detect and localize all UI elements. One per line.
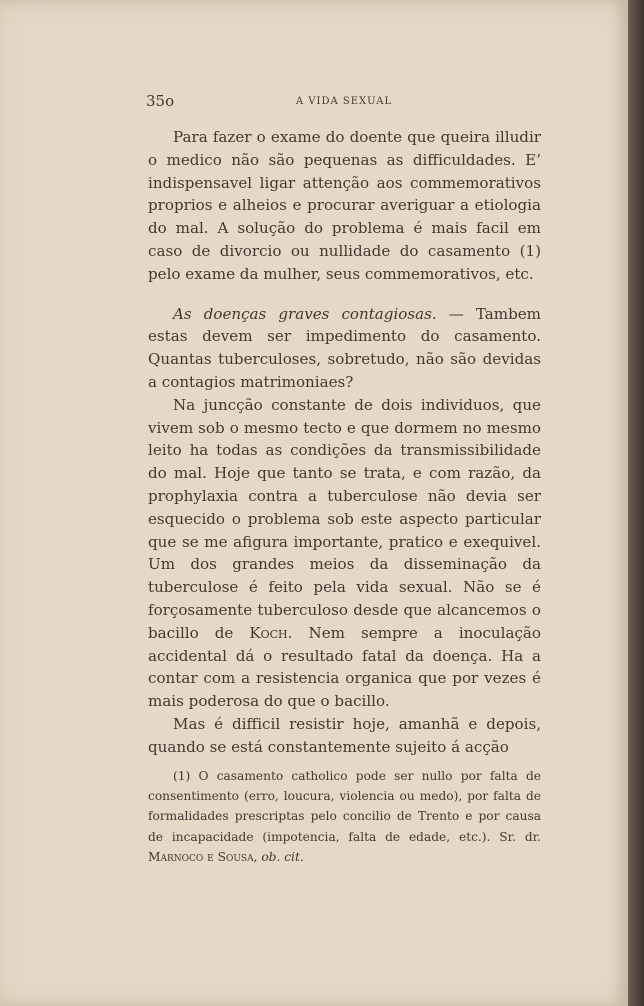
paragraph-exam: Para fazer o exame do doente que queira illudir o medico não são pequenas as difficuldades. E’ indispensavel ligar attenção aos commemorativos proprios e alheios e procurar averiguar a etiologia do mal. A solução do problema é mais facil em caso de divorcio ou nullidade do casamento (1) pelo exame da mulher, seus commemorativos, etc. (148, 128, 541, 283)
section-title: As doenças graves contagiosas. (173, 304, 437, 323)
paragraph-contagious-text: — Tambem estas devem ser impedimento do casamento. Quantas tuberculoses, sobretudo, não são devidas a contagios matrimoniaes? (148, 304, 541, 391)
transmission-text-start: Na juncção constante de dois individuos, que vivem sob o mesmo tecto e que dormem no mesmo leito ha todas as condições da transmissibilidade do mal. Hoje que tanto se trata, e com razão, da prophylaxia contra a tuberculose não devia ser esquecido o problema sob este aspecto particular que se me afigura importante, pratico e exequivel. Um dos grandes meios da disseminação da tuberculose é feito pela vida sexual. Não se é forçosamente tuberculoso desde que alcancemos o bacillo de (148, 395, 541, 642)
footnote-separator: , (253, 849, 262, 864)
footnote-text: (1) O casamento catholico pode ser nullo por falta de consentimento (erro, loucura, violencia ou medo), por falta de formalidades prescriptas pelo concilio de Trento e por causa de incapacidade (impotencia, falta de edade, etc.). Sr. dr. (148, 769, 541, 844)
koch-name: Koch (249, 623, 288, 642)
book-binding-edge (628, 0, 644, 1006)
paragraph-contagious-diseases (148, 303, 541, 394)
page-header (146, 92, 542, 112)
footnote-author: Marnoco e Sousa (148, 849, 254, 864)
main-text (148, 126, 541, 759)
footnote-source: ob. cit. (261, 849, 304, 864)
paragraph-transmission (148, 394, 541, 713)
footnote-paragraph (148, 766, 541, 867)
running-head: A VIDA SEXUAL (295, 96, 393, 107)
paragraph-resistance: Mas é difficil resistir hoje, amanhã e depois, quando se está constantemente sujeito á acção (148, 714, 541, 756)
transmission-text-end: . Nem sempre a inoculação accidental dá o resultado fatal da doença. Ha a contar com a resistencia organica que por vezes é mais poderosa do que o bacillo. (148, 623, 541, 711)
page-number: 35o (146, 92, 175, 110)
footnote (148, 766, 541, 867)
